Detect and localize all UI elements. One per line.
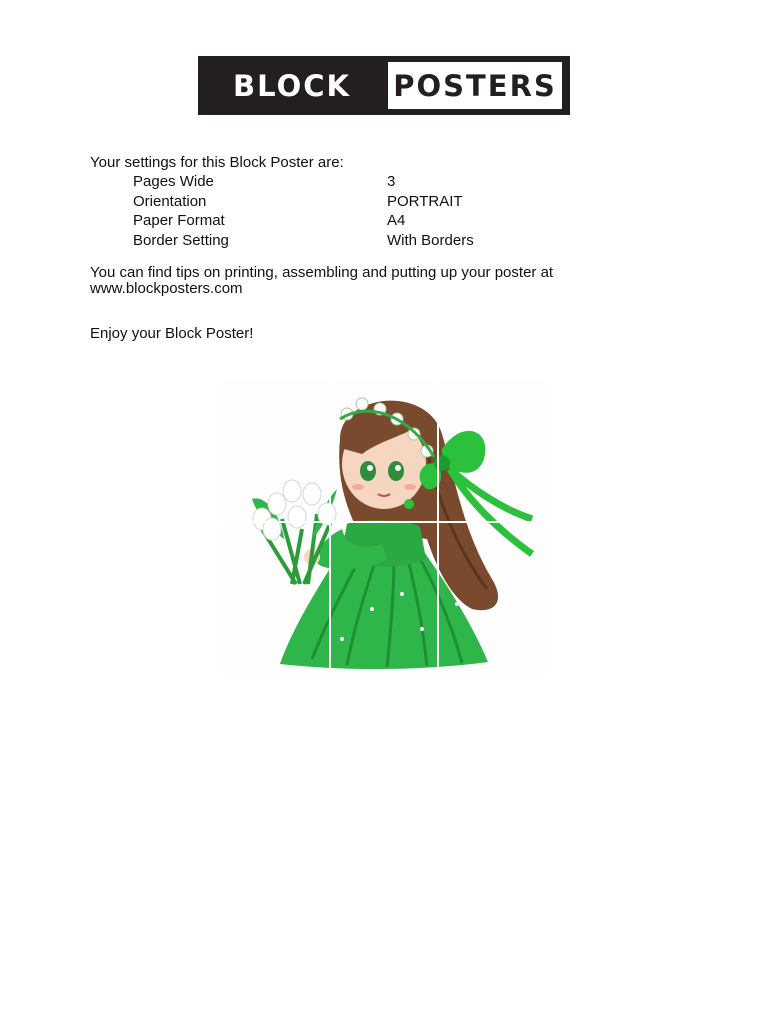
setting-label-orientation: Orientation	[133, 193, 207, 210]
tips-paragraph	[90, 265, 590, 297]
setting-label-paper-format: Paper Format	[133, 212, 225, 229]
settings-intro: Your settings for this Block Poster are:	[90, 154, 344, 171]
block-posters-logo	[198, 56, 570, 115]
logo-word-posters: POSTERS	[388, 62, 562, 109]
setting-value-orientation: PORTRAIT	[387, 193, 463, 210]
poster-preview-image	[222, 379, 546, 679]
tips-line-1: You can find tips on printing, assembling and putting up your poster at	[90, 264, 554, 281]
setting-value-pages-wide: 3	[387, 173, 396, 190]
setting-value-border-setting: With Borders	[387, 232, 474, 249]
logo-word-block: BLOCK	[233, 68, 351, 103]
closing-message: Enjoy your Block Poster!	[90, 325, 254, 342]
tips-link[interactable]: www.blockposters.com	[90, 280, 243, 297]
setting-label-border-setting: Border Setting	[133, 232, 229, 249]
setting-label-pages-wide: Pages Wide	[133, 173, 214, 190]
setting-value-paper-format: A4	[387, 212, 406, 229]
